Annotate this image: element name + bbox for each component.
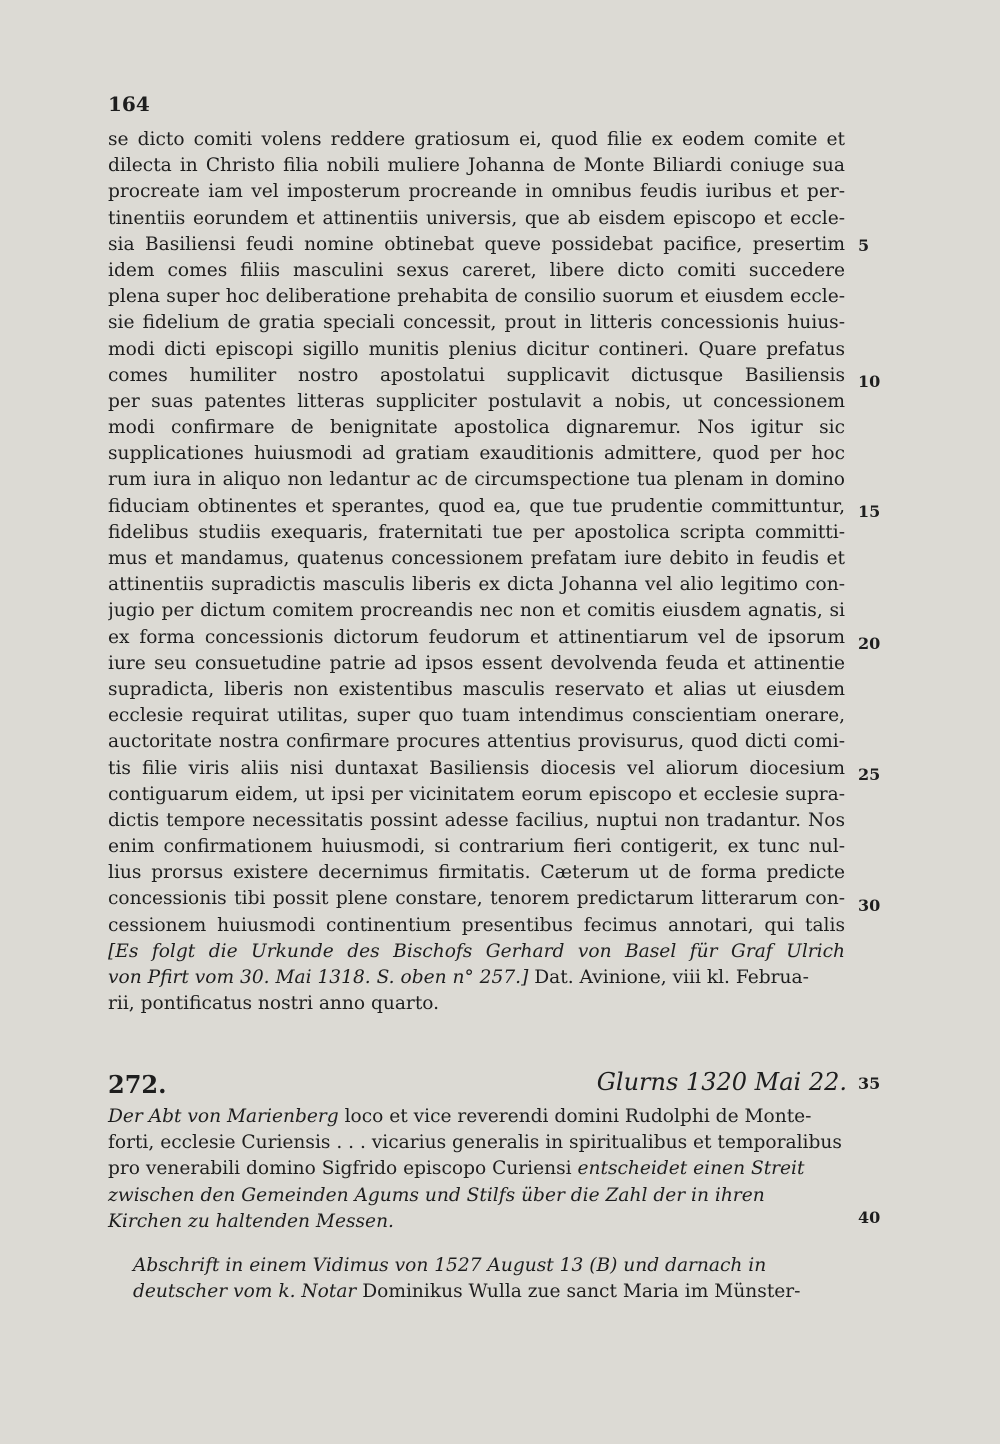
text-line: supradicta, liberis non existentibus masculis reservato et alias ut eiusdem <box>108 678 845 700</box>
entry-regest <box>108 1104 845 1235</box>
text-line: enim confirmationem huiusmodi, si contrarium fieri contigerit, ex tunc nul- <box>108 836 845 858</box>
regest-line: zwischen den Gemeinden Agums und Stilfs über die Zahl der in ihren <box>108 1184 765 1206</box>
line-number: 40 <box>858 1208 881 1227</box>
text-line: tis filie viris aliis nisi duntaxat Basiliensis diocesis vel aliorum diocesium <box>108 757 845 779</box>
text-line: jugio per dictum comitem procreandis nec non et comitis eiusdem agnatis, si <box>108 600 845 622</box>
text-line: comes humiliter nostro apostolatui supplicavit dictusque Basiliensis <box>108 364 845 386</box>
date-text: Dat. Avinione, viii kl. Februa- <box>528 967 809 988</box>
entry-place-date: Glurns 1320 Mai 22. <box>596 1068 847 1096</box>
text-line: se dicto comiti volens reddere gratiosum ei, quod filie ex eodem comite et <box>108 129 845 150</box>
text-line-italic: [Es folgt die Urkunde des Bischofs Gerhard von Basel für Graf Ulrich <box>108 940 845 962</box>
text-line: sie fidelium de gratia speciali concessit, prout in litteris concessionis huius- <box>108 312 845 334</box>
entry-number: 272. <box>108 1070 167 1099</box>
text-line: cessionem huiusmodi continentium presentibus fecimus annotari, qui talis <box>108 914 845 936</box>
text-line: fiduciam obtinentes et sperantes, quod ea, que tue prudentie committuntur, <box>108 495 845 517</box>
line-number: 20 <box>858 634 881 653</box>
text-line: rum iura in aliquo non ledantur ac de circumspectione tua plenam in domino <box>108 469 845 491</box>
line-number: 30 <box>858 896 881 915</box>
line-number: 10 <box>858 372 881 391</box>
text-line: iure seu consuetudine patrie ad ipsos essent devolvenda feuda et attinentie <box>108 652 845 674</box>
text-line: concessionis tibi possit plene constare, tenorem predictarum litterarum con- <box>108 888 845 910</box>
text-line: modi dicti episcopi sigillo munitis plenius dicitur contineri. Quare prefatus <box>108 338 845 360</box>
text-line: procreate iam vel imposterum procreande in omnibus feudis iuribus et per- <box>108 181 845 203</box>
regest-line: pro venerabili domino Sigfrido episcopo Curiensi entscheidet einen Streit <box>108 1158 805 1180</box>
text-line: attinentiis supradictis masculis liberis ex dicta Johanna vel alio legitimo con- <box>108 574 845 596</box>
text-line: modi confirmare de benignitate apostolica dignaremur. Nos igitur sic <box>108 417 845 439</box>
page-number: 164 <box>108 92 150 116</box>
text-line: per suas patentes litteras suppliciter postulavit a nobis, ut concessionem <box>108 390 845 412</box>
text-line: idem comes filiis masculini sexus careret, libere dicto comiti succedere <box>108 259 845 281</box>
line-number: 25 <box>858 765 881 784</box>
regest-line: Der Abt von Marienberg loco et vice reverendi domini Rudolphi de Monte- <box>108 1106 812 1127</box>
line-number: 15 <box>858 502 881 521</box>
regest-line: forti, ecclesie Curiensis . . . vicarius generalis in spiritualibus et temporalibus <box>108 1132 842 1154</box>
text-line: mus et mandamus, quatenus concessionem prefatam iure debito in feudis et <box>108 548 845 569</box>
text-line: tinentiis eorundem et attinentiis universis, que ab eisdem episcopo et eccle- <box>108 207 845 229</box>
text-line: supplicationes huiusmodi ad gratiam exauditionis admittere, quod per hoc <box>108 443 845 465</box>
note-line: Abschrift in einem Vidimus von 1527 August 13 (B) und darnach in <box>133 1255 767 1276</box>
text-line: sia Basiliensi feudi nomine obtinebat queve possidebat pacifice, presertim <box>108 233 845 255</box>
line-number: 5 <box>858 236 870 255</box>
text-line-mixed <box>108 965 845 991</box>
text-line: dilecta in Christo filia nobili muliere Johanna de Monte Biliardi coniuge sua <box>108 155 845 177</box>
text-line: ex forma concessionis dictorum feudorum et attinentiarum vel de ipsorum <box>108 626 845 648</box>
text-line: contiguarum eidem, ut ipsi per vicinitatem eorum episcopo et ecclesie supra- <box>108 783 845 805</box>
text-line-last: rii, pontificatus nostri anno quarto. <box>108 993 440 1015</box>
line-number: 35 <box>858 1074 881 1093</box>
text-line: plena super hoc deliberatione prehabita de consilio suorum et eiusdem eccle- <box>108 286 845 308</box>
text-line: dictis tempore necessitatis possint adesse facilius, nuptui non tradantur. Nos <box>108 809 845 831</box>
text-line: ecclesie requirat utilitas, super quo tuam intendimus conscientiam onerare, <box>108 705 845 727</box>
citation-italic: von Pfirt vom 30. Mai 1318. S. oben n° 257.] <box>108 967 529 988</box>
text-line: fidelibus studiis exequaris, fraternitati tue per apostolica scripta committi- <box>108 521 845 543</box>
source-note <box>133 1253 845 1305</box>
regest-line: Kirchen zu haltenden Messen. <box>108 1210 394 1232</box>
text-line: auctoritate nostra confirmare procures attentius provisurus, quod dicti comi- <box>108 731 845 753</box>
note-line: deutscher vom k. Notar Dominikus Wulla zue sanct Maria im Münster- <box>133 1281 801 1303</box>
main-text <box>108 127 845 1017</box>
text-line: lius prorsus existere decernimus firmitatis. Cæterum ut de forma predicte <box>108 862 845 884</box>
